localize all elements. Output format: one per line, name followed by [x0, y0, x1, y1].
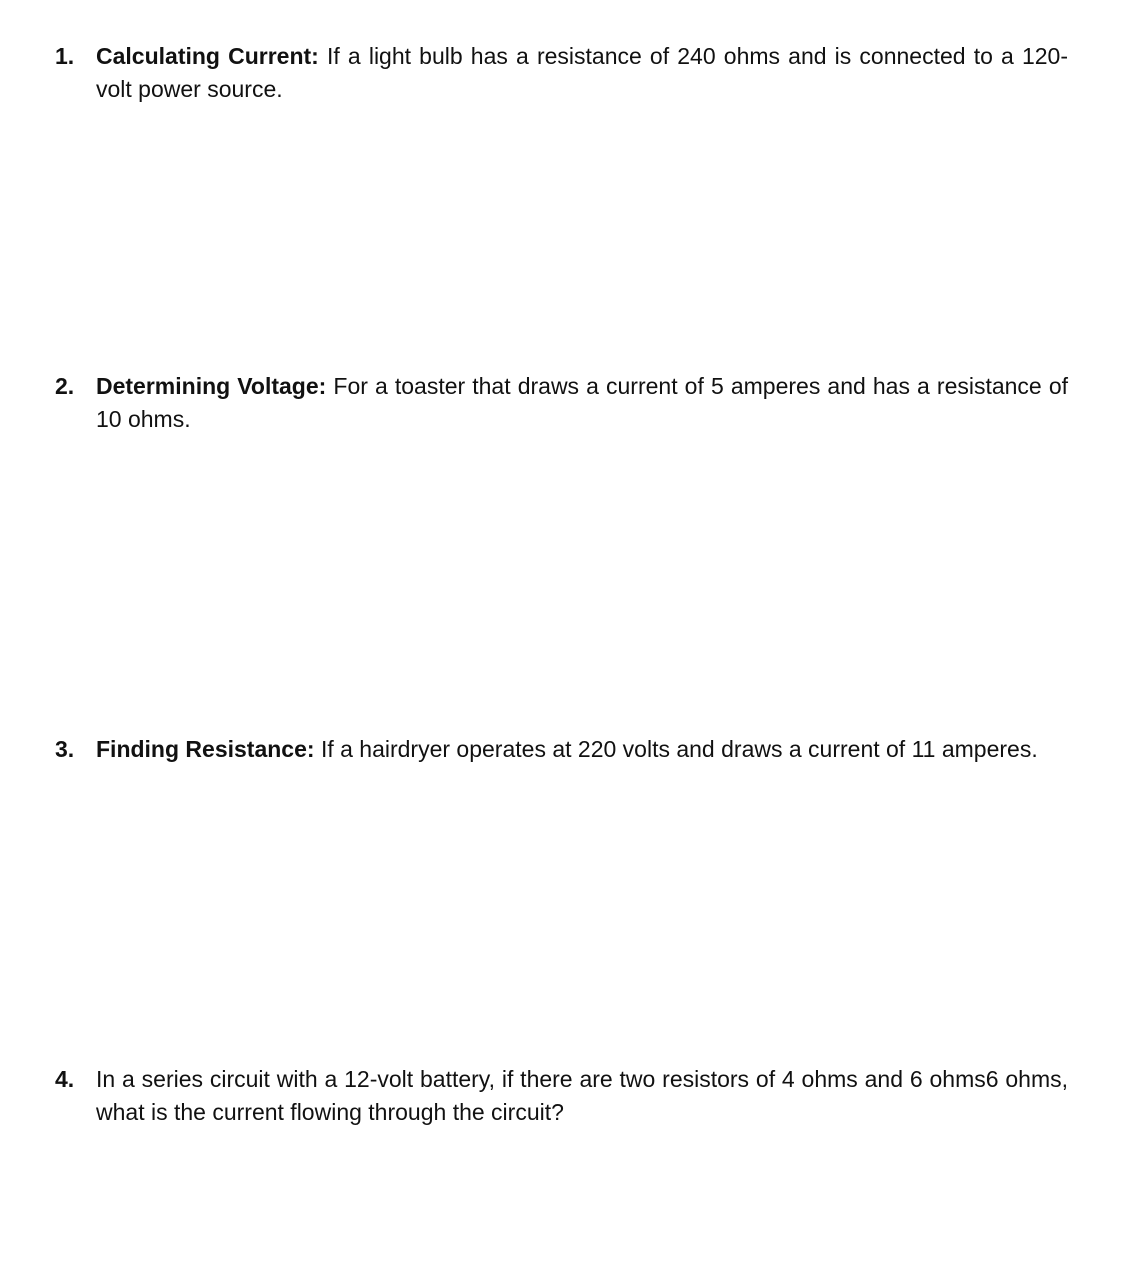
question-title: Calculating Current: — [96, 43, 319, 69]
question-body — [96, 1063, 1068, 1129]
question-3 — [55, 733, 1068, 766]
question-4 — [55, 1063, 1068, 1129]
question-1 — [55, 40, 1068, 106]
question-number: 2. — [55, 373, 75, 399]
question-number: 4. — [55, 1066, 75, 1092]
question-title: Determining Voltage: — [96, 373, 327, 399]
question-body — [96, 40, 1068, 106]
question-body — [96, 733, 1068, 766]
question-text: If a light bulb has a resistance of 240 ohms and is connected to a 120-volt power source. — [96, 43, 1069, 102]
question-text: If a hairdryer operates at 220 volts and draws a current of 11 amperes. — [320, 736, 1038, 762]
question-text: For a toaster that draws a current of 5 amperes and has a resistance of 10 ohms. — [96, 373, 1068, 432]
question-2 — [55, 370, 1068, 436]
question-number: 3. — [55, 736, 75, 762]
question-title: Finding Resistance: — [96, 736, 315, 762]
question-number: 1. — [55, 43, 75, 69]
question-body — [96, 370, 1068, 436]
question-text: In a series circuit with a 12-volt battery, if there are two resistors of 4 ohms and 6 ohms6 ohms, what is the current flowing through the circuit? — [96, 1066, 1068, 1125]
